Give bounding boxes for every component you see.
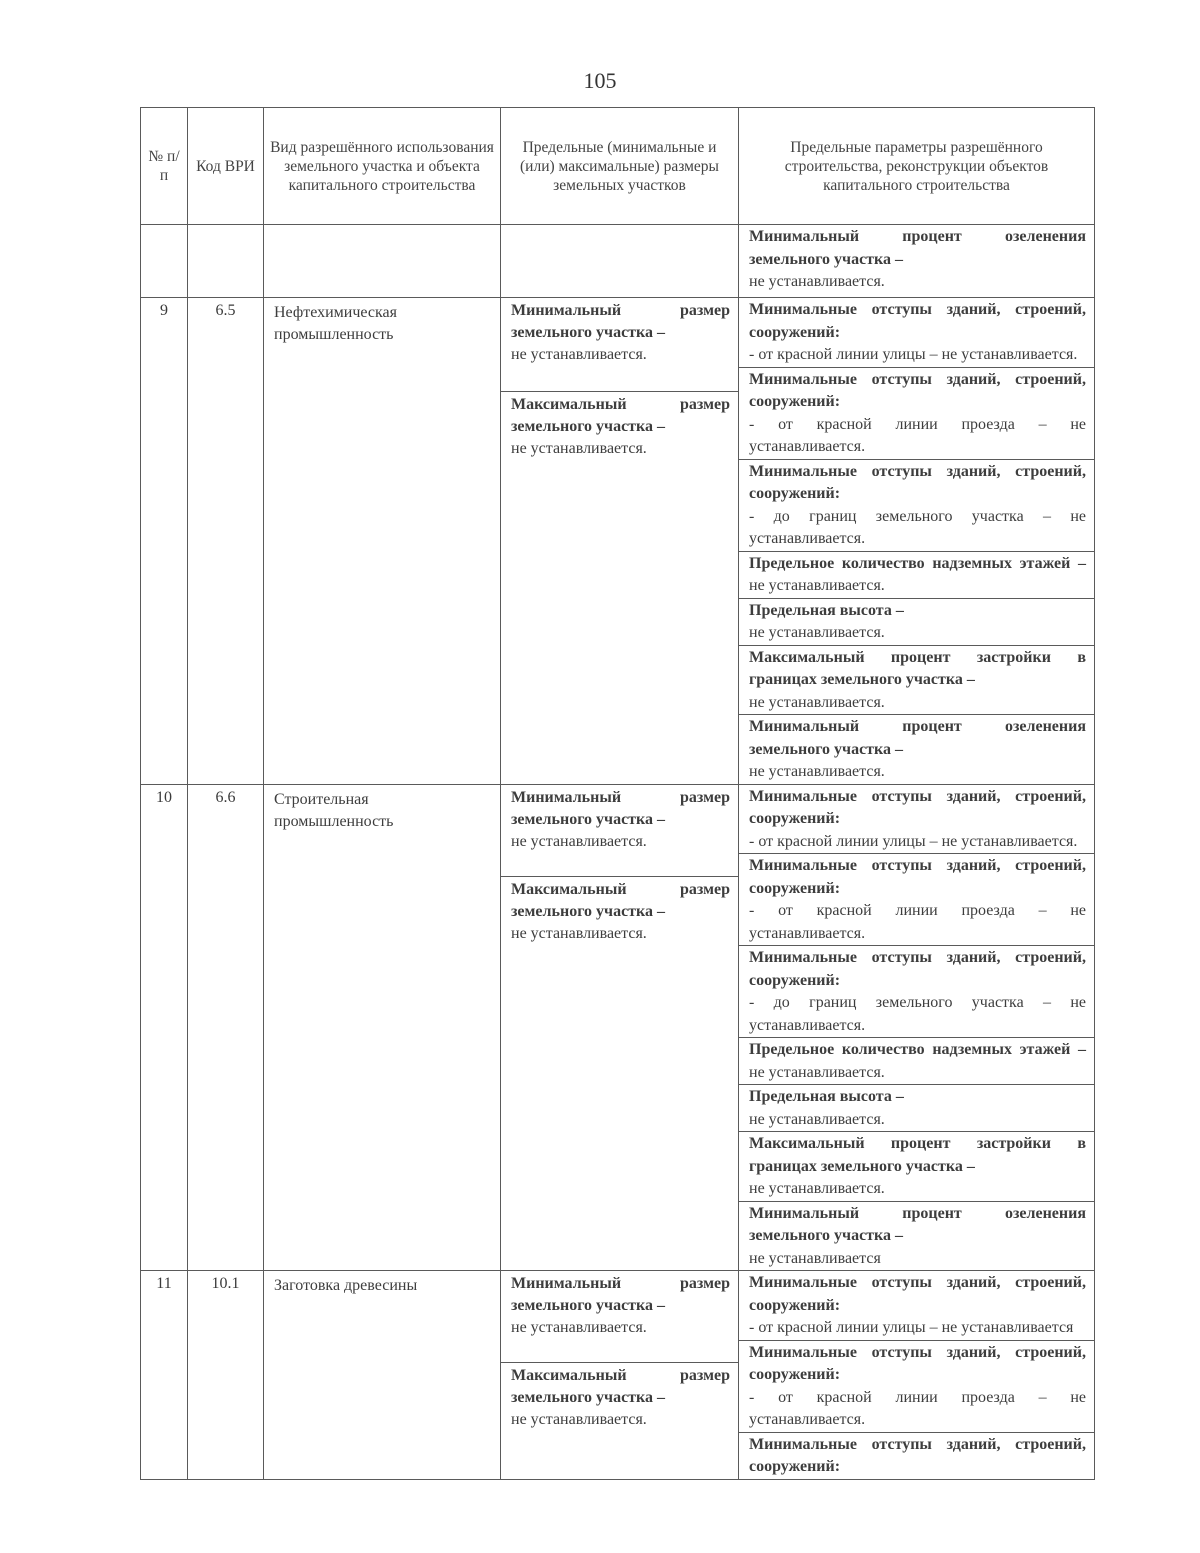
min-size-title: Минимальный размер земельного участка – bbox=[511, 788, 730, 828]
param-title: Минимальные отступы зданий, строений, сооружений: bbox=[749, 787, 1086, 827]
page-number: 105 bbox=[583, 68, 617, 93]
min-size-value: не устанавливается. bbox=[511, 346, 647, 363]
regulations-table bbox=[140, 107, 1095, 1480]
min-size-block bbox=[501, 785, 738, 877]
table-row bbox=[141, 298, 1095, 785]
param-value: не устанавливается. bbox=[749, 1180, 885, 1197]
param-title: Минимальные отступы зданий, строений, сооружений: bbox=[749, 1343, 1086, 1383]
row-params bbox=[739, 1271, 1095, 1480]
param-title: Минимальные отступы зданий, строений, сооружений: bbox=[749, 370, 1086, 410]
row-number: 10 bbox=[141, 784, 188, 1271]
header-code: Код ВРИ bbox=[188, 108, 264, 225]
param-block bbox=[739, 946, 1094, 1038]
param-block bbox=[739, 1271, 1094, 1341]
min-size-value: не устанавливается. bbox=[511, 832, 647, 850]
param-title: Минимальный процент озеленения земельного участка – bbox=[749, 1204, 1086, 1244]
max-size-value: не устанавливается. bbox=[511, 440, 647, 457]
param-value: - от красной линии проезда – не устанавливается. bbox=[749, 902, 1086, 942]
table-row bbox=[141, 1271, 1095, 1480]
cell-empty bbox=[188, 225, 264, 298]
max-size-block bbox=[501, 877, 738, 949]
param-block bbox=[739, 1038, 1094, 1085]
param-value: не устанавливается. bbox=[749, 763, 885, 780]
param-value: - от красной линии улицы – не устанавливается. bbox=[749, 832, 1078, 850]
param-value: не устанавливается. bbox=[749, 693, 885, 711]
param-value: - до границ земельного участка – не устанавливается. bbox=[749, 507, 1086, 547]
max-size-value: не устанавливается. bbox=[511, 1411, 647, 1428]
min-size-title: Минимальный размер земельного участка – bbox=[511, 1275, 730, 1314]
param-title: Предельная высота – bbox=[749, 601, 904, 619]
row-sizes bbox=[501, 1271, 739, 1480]
param-block bbox=[739, 1132, 1094, 1202]
param-title: Максимальный процент застройки в границах земельного участка – bbox=[749, 1135, 1086, 1175]
param-block bbox=[739, 1433, 1094, 1479]
param-title: Минимальные отступы зданий, строений, сооружений: bbox=[749, 301, 1086, 341]
continuation-params bbox=[739, 225, 1095, 298]
param-block bbox=[739, 298, 1094, 368]
param-title: Минимальные отступы зданий, строений, сооружений: bbox=[749, 462, 1086, 502]
param-block bbox=[739, 1202, 1094, 1271]
min-size-value: не устанавливается. bbox=[511, 1319, 647, 1336]
param-block bbox=[739, 552, 1094, 599]
max-size-title: Максимальный размер земельного участка – bbox=[511, 880, 730, 920]
row-code: 6.5 bbox=[188, 298, 264, 785]
param-value: не устанавливается. bbox=[749, 1063, 885, 1081]
param-block bbox=[739, 854, 1094, 946]
param-value: не устанавливается. bbox=[749, 1110, 885, 1128]
param-value: - от красной линии проезда – не устанавливается. bbox=[749, 415, 1086, 455]
max-size-title: Максимальный размер земельного участка – bbox=[511, 396, 730, 435]
param-value: - от красной линии проезда – не устанавливается. bbox=[749, 1388, 1086, 1428]
row-use-name: Строительная промышленность bbox=[264, 784, 501, 1271]
header-plot-sizes: Предельные (минимальные и (или) максимальные) размеры земельных участков bbox=[501, 108, 739, 225]
param-title: Минимальный процент озеленения земельного участка – bbox=[749, 228, 1086, 268]
table-row bbox=[141, 784, 1095, 1271]
cell-empty bbox=[501, 225, 739, 298]
param-title: Минимальный процент озеленения земельного участка – bbox=[749, 718, 1086, 758]
param-value: не устанавливается. bbox=[749, 273, 885, 290]
row-use-name: Заготовка древесины bbox=[264, 1271, 501, 1480]
row-params bbox=[739, 298, 1095, 785]
param-block bbox=[739, 715, 1094, 784]
param-value: не устанавливается. bbox=[749, 624, 885, 641]
param-title: Минимальные отступы зданий, строений, сооружений: bbox=[749, 857, 1086, 897]
param-title: Предельное количество надземных этажей – bbox=[749, 554, 1086, 572]
param-value: - до границ земельного участка – не устанавливается. bbox=[749, 994, 1086, 1034]
row-number: 9 bbox=[141, 298, 188, 785]
cell-empty bbox=[141, 225, 188, 298]
param-title: Максимальный процент застройки в границах земельного участка – bbox=[749, 648, 1086, 688]
param-block bbox=[739, 225, 1094, 294]
row-number: 11 bbox=[141, 1271, 188, 1480]
param-block bbox=[739, 599, 1094, 646]
row-sizes bbox=[501, 298, 739, 785]
max-size-value: не устанавливается. bbox=[511, 924, 647, 942]
header-use-type: Вид разрешённого использования земельного участка и объекта капитального строительства bbox=[264, 108, 501, 225]
header-parameters: Предельные параметры разрешённого строительства, реконструкции объектов капитального строительства bbox=[739, 108, 1095, 225]
param-block bbox=[739, 1341, 1094, 1433]
max-size-block bbox=[501, 1363, 738, 1435]
continuation-row bbox=[141, 225, 1095, 298]
table-header-row bbox=[141, 108, 1095, 225]
row-use-name: Нефтехимическая промышленность bbox=[264, 298, 501, 785]
param-title: Минимальные отступы зданий, строений, сооружений: bbox=[749, 1435, 1086, 1475]
param-title: Предельная высота – bbox=[749, 1088, 904, 1105]
min-size-title: Минимальный размер земельного участка – bbox=[511, 302, 730, 341]
param-title: Минимальные отступы зданий, строений, сооружений: bbox=[749, 949, 1086, 989]
min-size-block bbox=[501, 1271, 738, 1363]
row-code: 10.1 bbox=[188, 1271, 264, 1480]
row-sizes bbox=[501, 784, 739, 1271]
min-size-block bbox=[501, 298, 738, 392]
param-title: Предельное количество надземных этажей – bbox=[749, 1041, 1086, 1058]
param-value: не устанавливается bbox=[749, 1249, 881, 1267]
param-value: - от красной линии улицы – не устанавливается bbox=[749, 1319, 1074, 1336]
param-block bbox=[739, 785, 1094, 855]
max-size-title: Максимальный размер земельного участка – bbox=[511, 1367, 730, 1406]
param-title: Минимальные отступы зданий, строений, сооружений: bbox=[749, 1274, 1086, 1314]
param-value: - от красной линии улицы – не устанавливается. bbox=[749, 346, 1078, 363]
max-size-block bbox=[501, 392, 738, 464]
param-value: не устанавливается. bbox=[749, 577, 885, 594]
param-block bbox=[739, 646, 1094, 716]
param-block bbox=[739, 1085, 1094, 1132]
param-block bbox=[739, 460, 1094, 552]
header-number: № п/п bbox=[141, 108, 188, 225]
row-code: 6.6 bbox=[188, 784, 264, 1271]
cell-empty bbox=[264, 225, 501, 298]
row-params bbox=[739, 784, 1095, 1271]
param-block bbox=[739, 368, 1094, 460]
